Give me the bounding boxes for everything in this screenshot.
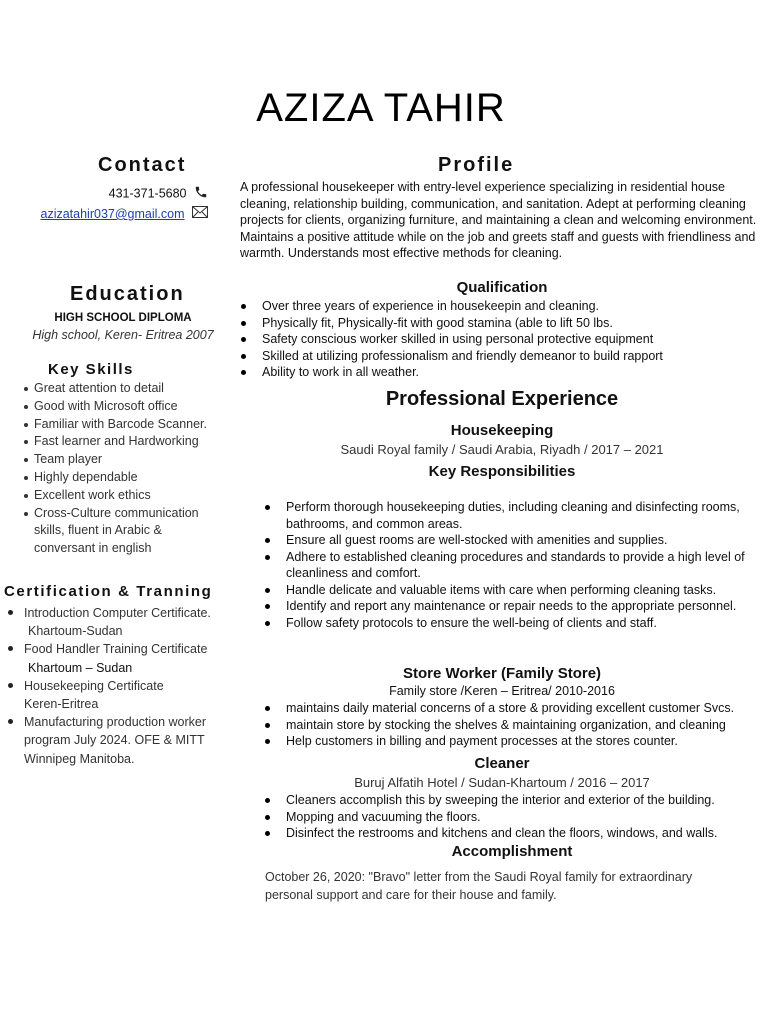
cert-location: Khartoum-Sudan bbox=[28, 624, 123, 639]
list-item: Skilled at utilizing professionalism and friendly demeanor to build rapport bbox=[238, 348, 758, 365]
list-item bbox=[2, 604, 228, 640]
certification-list bbox=[2, 604, 228, 768]
list-item: Great attention to detail bbox=[22, 380, 222, 398]
contact-heading: Contact bbox=[98, 154, 187, 176]
candidate-name: AZIZA TAHIR bbox=[256, 86, 506, 130]
list-item: Help customers in billing and payment processes at the stores counter. bbox=[262, 733, 762, 750]
list-item: Over three years of experience in housekeepin and cleaning. bbox=[238, 298, 758, 315]
list-item: Physically fit, Physically-fit with good stamina (able to lift 50 lbs. bbox=[238, 315, 758, 332]
list-item: Handle delicate and valuable items with care when performing cleaning tasks. bbox=[262, 582, 762, 599]
cert-title: Food Handler Training Certificate bbox=[24, 642, 208, 657]
accomplishment-heading: Accomplishment bbox=[451, 843, 573, 860]
list-item: maintain store by stocking the shelves & maintaining organization, and cleaning bbox=[262, 717, 762, 734]
list-item: Disinfect the restrooms and kitchens and clean the floors, windows, and walls. bbox=[262, 825, 762, 842]
list-item: Ensure all guest rooms are well-stocked with amenities and supplies. bbox=[262, 532, 762, 549]
list-item: Fast learner and Hardworking bbox=[22, 433, 222, 451]
list-item: Highly dependable bbox=[22, 469, 222, 487]
job-title: Housekeeping bbox=[450, 422, 554, 439]
job-title: Store Worker (Family Store) bbox=[402, 665, 602, 682]
cert-title: Introduction Computer Certificate. bbox=[24, 606, 211, 620]
list-item: Perform thorough housekeeping duties, including cleaning and disinfecting rooms, bathrooms, and common areas. bbox=[262, 499, 762, 532]
education-heading: Education bbox=[70, 283, 185, 305]
responsibilities-heading: Key Responsibilities bbox=[428, 463, 576, 480]
job-meta: Saudi Royal family / Saudi Arabia, Riyadh / 2017 – 2021 bbox=[340, 442, 664, 457]
list-item: Mopping and vacuuming the floors. bbox=[262, 809, 762, 826]
list-item bbox=[2, 640, 228, 676]
cert-title: Manufacturing production worker program July 2024. OFE & MITT Winnipeg Manitoba. bbox=[24, 715, 207, 766]
list-item bbox=[2, 677, 228, 713]
cert-location: Keren-Eritrea bbox=[24, 697, 99, 712]
job-title: Cleaner bbox=[474, 755, 530, 772]
job-meta: Family store /Keren – Eritrea/ 2010-2016 bbox=[389, 684, 615, 698]
job-meta: Buruj Alfatih Hotel / Sudan-Khartoum / 2016 – 2017 bbox=[354, 775, 650, 790]
phone-icon bbox=[194, 185, 208, 204]
list-item: Good with Microsoft office bbox=[22, 398, 222, 416]
education-school: High school, Keren- Eritrea 2007 bbox=[32, 328, 214, 342]
list-item: Follow safety protocols to ensure the well-being of clients and staff. bbox=[262, 615, 762, 632]
phone-number: 431-371-5680 bbox=[108, 186, 187, 201]
qualification-list bbox=[238, 298, 758, 381]
responsibilities-list bbox=[262, 499, 762, 631]
list-item: maintains daily material concerns of a store & providing excellent customer Svcs. bbox=[262, 700, 762, 717]
list-item: Adhere to established cleaning procedures and standards to provide a high level of cleanliness and comfort. bbox=[262, 549, 762, 582]
list-item bbox=[2, 713, 228, 768]
list-item: Identify and report any maintenance or repair needs to the appropriate personnel. bbox=[262, 598, 762, 615]
cert-title: Housekeeping Certificate bbox=[24, 678, 164, 693]
job-duties-list bbox=[262, 700, 762, 750]
email-link[interactable]: azizatahir037@gmail.com bbox=[40, 207, 185, 221]
key-skills-list bbox=[22, 380, 222, 558]
list-item: Familiar with Barcode Scanner. bbox=[22, 416, 222, 434]
experience-heading: Professional Experience bbox=[385, 388, 619, 410]
education-degree: HIGH SCHOOL DIPLOMA bbox=[54, 312, 192, 324]
qualification-heading: Qualification bbox=[456, 279, 548, 296]
phone-row bbox=[0, 185, 208, 204]
accomplishment-text: October 26, 2020: "Bravo" letter from the Saudi Royal family for extraordinary personal support and care for their house and family. bbox=[265, 870, 693, 902]
list-item: Safety conscious worker skilled in using personal protective equipment bbox=[238, 331, 758, 348]
email-row bbox=[0, 206, 208, 223]
certification-heading: Certification & Tranning bbox=[4, 583, 213, 600]
job-duties-list bbox=[262, 792, 762, 842]
list-item: Cross-Culture communication skills, fluent in Arabic & conversant in english bbox=[22, 505, 214, 558]
list-item: Cleaners accomplish this by sweeping the interior and exterior of the building. bbox=[262, 792, 762, 809]
profile-text: A professional housekeeper with entry-level experience specializing in residential house cleaning, relationship building, communication, and sanitation. Adept at performing cleaning projects for clients, organizing furniture, and maintaining a clean and welcoming environment. Maintains a positive attitude while on the job and greets staff and guests with friendliness and warmth. Understands most effective methods for cleaning. bbox=[240, 180, 757, 260]
key-skills-heading: Key Skills bbox=[48, 361, 134, 378]
envelope-icon bbox=[192, 206, 208, 223]
cert-location: Khartoum – Sudan bbox=[28, 660, 133, 675]
profile-heading: Profile bbox=[438, 154, 515, 176]
list-item: Ability to work in all weather. bbox=[238, 364, 758, 381]
list-item: Team player bbox=[22, 451, 222, 469]
list-item: Excellent work ethics bbox=[22, 487, 222, 505]
